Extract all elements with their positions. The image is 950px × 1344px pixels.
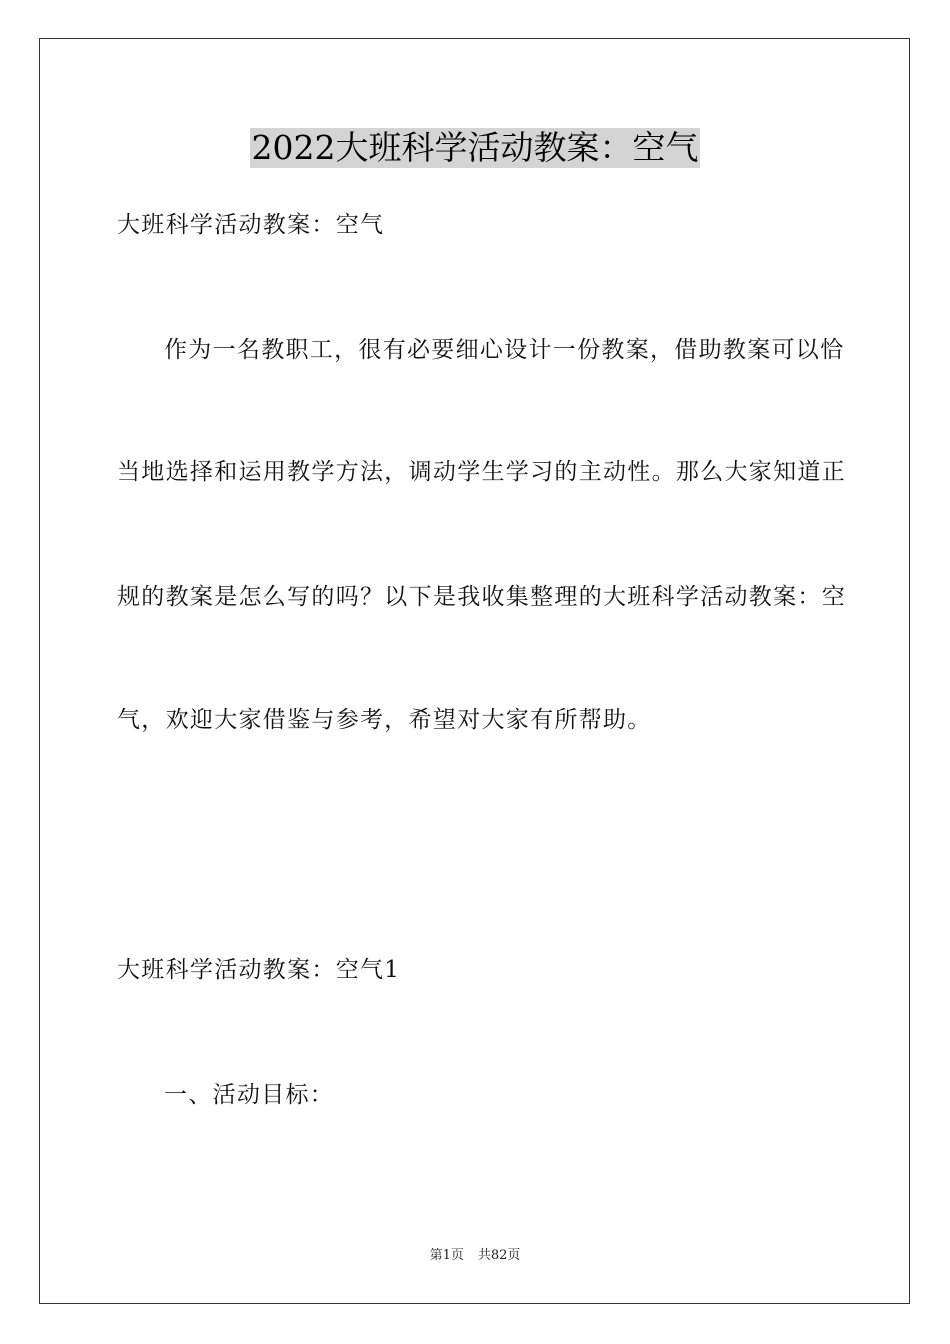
intro-line-1: 作为一名教职工，很有必要细心设计一份教案，借助教案可以恰 [164,337,845,363]
intro-line-3: 规的教案是怎么写的吗？以下是我收集整理的大班科学活动教案：空 [117,584,846,610]
section-heading: 大班科学活动教案：空气1 [117,957,401,983]
title-container [0,128,950,168]
document-subtitle: 大班科学活动教案：空气 [117,212,385,238]
document-title: 2022大班科学活动教案：空气 [251,128,699,167]
page-footer [0,1248,950,1264]
subsection-heading: 一、活动目标： [164,1082,335,1108]
intro-line-2: 当地选择和运用教学方法，调动学生学习的主动性。那么大家知道正 [117,459,846,485]
page-total: 共82页 [477,1248,521,1263]
intro-line-4: 气，欢迎大家借鉴与参考，希望对大家有所帮助。 [117,707,652,733]
page-number: 第1页 [429,1248,464,1263]
